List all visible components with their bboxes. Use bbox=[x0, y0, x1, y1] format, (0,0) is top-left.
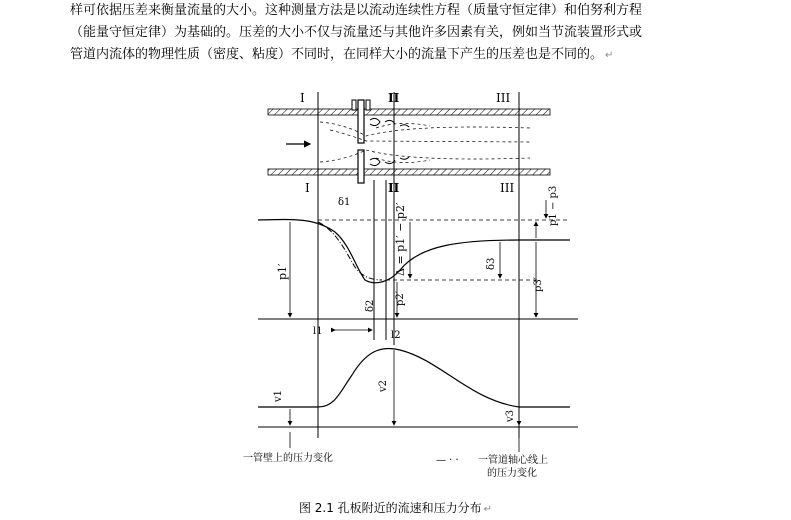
vortices bbox=[370, 118, 409, 165]
delta1-label: δ1 bbox=[338, 197, 351, 208]
legend-axis-pressure-line1: 一管道轴心线上 bbox=[478, 455, 548, 466]
section-label-3-top: III bbox=[496, 91, 511, 105]
pressure-dimension-lines bbox=[290, 200, 546, 317]
legend-axis-marker: — · · bbox=[436, 455, 459, 466]
delta-equation-label: Δ = p1′ − p2′ bbox=[394, 202, 407, 276]
wall-pressure-curve bbox=[258, 219, 570, 282]
delta2-label: δ2 bbox=[365, 299, 376, 312]
section-label-2-bottom: II bbox=[388, 181, 400, 195]
pipe-top-wall bbox=[268, 109, 550, 115]
p1-label: p1′ bbox=[276, 263, 289, 280]
paragraph-end-mark: ↵ bbox=[605, 50, 614, 61]
legend-wall-pressure: 一管壁上的压力变化 bbox=[243, 453, 333, 464]
pipe-bottom-wall bbox=[268, 169, 550, 175]
orifice-plate-top bbox=[358, 100, 364, 143]
p1-minus-p3-label: p1 − p3 bbox=[548, 185, 559, 226]
p2-label: p2′ bbox=[395, 290, 406, 306]
v1-label: v1 bbox=[273, 389, 284, 402]
paragraph-line-3: 管道内流体的物理性质（密度、粘度）不同时，在同样大小的流量下产生的压差也是不同的。 ↵ bbox=[70, 47, 614, 62]
section-label-2-top: II bbox=[388, 91, 400, 105]
legend-axis-pressure-line2: 的压力变化 bbox=[487, 468, 537, 479]
l2-label: l2 bbox=[391, 330, 401, 341]
v2-label: v2 bbox=[378, 379, 389, 392]
paragraph-line-2: （能量守恒定律）为基础的。压差的大小不仅与流量还与其他许多因素有关，例如当节流装置形式或 bbox=[70, 25, 643, 40]
flange-right bbox=[366, 100, 370, 110]
delta3-label: δ3 bbox=[486, 257, 497, 270]
p3-label: p3′ bbox=[533, 276, 544, 292]
section-label-1-bottom: I bbox=[305, 181, 310, 195]
v3-label: v3 bbox=[505, 409, 516, 422]
section-label-3-bottom: III bbox=[500, 181, 515, 195]
pressure-guides bbox=[318, 220, 570, 280]
streamlines bbox=[320, 122, 530, 163]
velocity-plot bbox=[258, 348, 578, 452]
pipe bbox=[268, 100, 550, 183]
pressure-plot bbox=[258, 186, 578, 341]
orifice-plate-bottom bbox=[358, 150, 364, 183]
paragraph-line-1: 样可依据压差来衡量流量的大小。这种测量方法是以流动连续性方程（质量守恒定律）和伯努利方程 bbox=[70, 3, 643, 18]
figure-caption: 图 2.1 孔板附近的流速和压力分布 ↵ bbox=[298, 501, 493, 515]
flange-left bbox=[352, 100, 356, 110]
velocity-curve bbox=[258, 348, 570, 407]
section-label-1-top: I bbox=[300, 91, 305, 105]
l1-label: l1 bbox=[313, 326, 323, 337]
